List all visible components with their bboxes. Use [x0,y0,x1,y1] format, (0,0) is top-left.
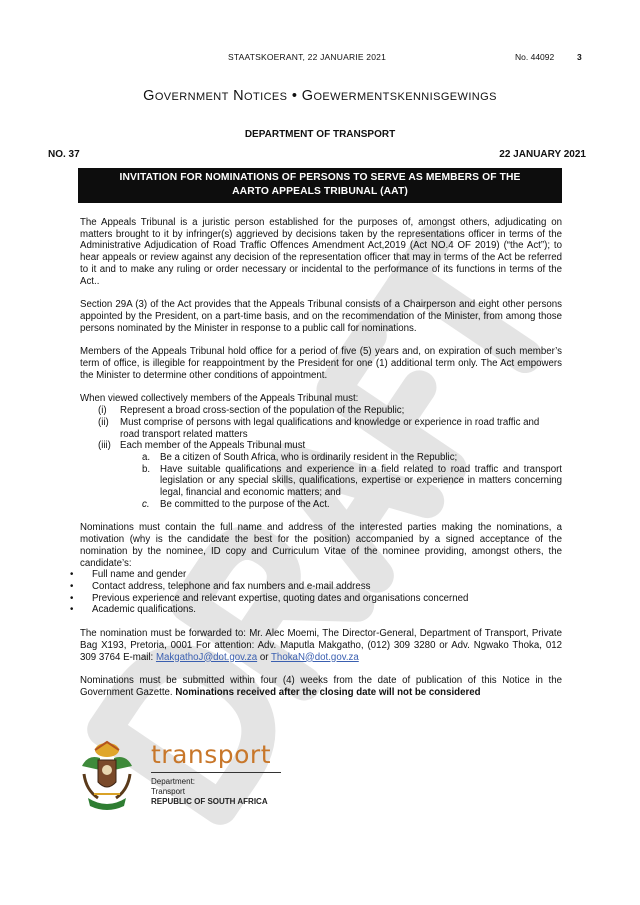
forwarding-text: The nomination must be forwarded to: Mr. Alec Moemi, The Director-General, Department of Transport, Private Bag X193, Pretoria, 0001 For attention: Adv. Maputla Makgatho, (012) 309 3280 or Adv. Ngwako Thoka, 012 309 3764 E-mail: [80,628,562,663]
list-item-text: Be committed to the purpose of the Act. [160,498,330,510]
bullet-dot: • [70,580,74,592]
transport-brand: transport [151,740,272,769]
bullet-dot: • [70,569,74,581]
heading-rest-3: OEWERMENTSKENNISGEWINGS [313,91,497,103]
list-item-text: Must comprise of persons with legal qualifications and knowledge or experience in road traffic and road transport related matters [120,416,540,440]
bullet-item [70,581,562,593]
bullet-item [70,604,562,616]
list-item [80,464,562,499]
paragraph-deadline [80,675,562,698]
brand-department-name: Transport [151,787,185,796]
paragraph-section-29a: Section 29A (3) of the Act provides that the Appeals Tribunal consists of a Chairperson and eight other persons appointed by the President, on a part-time basis, and on the recommendation of the Minister, from among those persons nominated by the Minister in response to a public call for nominations. [80,299,562,334]
paragraph-forwarding-address [80,628,562,663]
list-item-letter: a. [142,451,151,463]
deadline-warning: Nominations received after the closing date will not be considered [175,686,481,698]
list-item-text: Each member of the Appeals Tribunal must [120,440,306,452]
list-item-number: (i) [98,405,107,417]
bullet-text: Academic qualifications. [92,604,196,616]
section-heading [0,88,640,104]
list-item [80,452,562,464]
list-item-text: Be a citizen of South Africa, who is ordinarily resident in the Republic; [160,451,458,463]
candidate-details-list [70,569,562,616]
list-item [80,440,562,452]
bullet-text: Full name and gender [92,569,187,581]
page-number: 3 [577,52,582,62]
coat-of-arms-icon [78,740,136,814]
heading-rest-2: OTICES [244,91,288,103]
list-item-text: Represent a broad cross-section of the population of the Republic; [120,405,405,417]
list-item [80,405,562,417]
notice-body [70,217,562,699]
heading-cap-2: N [233,88,245,104]
brand-country: REPUBLIC OF SOUTH AFRICA [151,797,268,806]
heading-separator: • [287,88,302,104]
paragraph-term-of-office: Members of the Appeals Tribunal hold office for a period of five (5) years and, on expiration of such member’s term of office, is illegible for reappointment by the President for one (1) additional term only. The Act empowers the Minister to determine other conditions of appointment. [80,346,562,381]
heading-rest-1: OVERNMENT [154,91,229,103]
or-word: or [259,651,269,663]
bullet-text: Previous experience and relevant expertise, quoting dates and organisations concerned [92,592,469,604]
list-item-text: Have suitable qualifications and experience in a field related to road traffic and transport legislation or any special skills, qualifications, expertise or experience in matters concerning legal, financial and economic matters; and [160,463,562,499]
notice-title-line-1: INVITATION FOR NOMINATIONS OF PERSONS TO SERVE AS MEMBERS OF THE [119,172,521,183]
member-requirements-list [80,452,562,511]
department-logo [78,740,298,820]
heading-cap-1: G [143,88,155,104]
notice-date: 22 JANUARY 2021 [499,149,586,160]
bullet-item [70,569,562,581]
list-item-letter: b. [142,463,151,475]
brand-divider [151,772,281,773]
list-item-letter: c. [142,498,150,510]
bullet-text: Contact address, telephone and fax numbers and e-mail address [92,580,371,592]
deadline-text: Nominations must be submitted within four (4) weeks from the date of publication of this Notice in the Government Gazette. [80,675,562,698]
notice-number: NO. 37 [48,149,80,160]
list-item-number: (iii) [98,440,111,452]
department-name: DEPARTMENT OF TRANSPORT [244,129,396,140]
notice-title [78,168,562,203]
paragraph-nomination-contents: Nominations must contain the full name and address of the interested parties making the nominations, a motivation (why is the candidate the best for the position) accompanied by a signed acceptance of the nomination by the nominee, ID copy and Curriculum Vitae of the nominee providing, amongst others, the candidate’s: [80,522,562,569]
list-item [80,499,562,511]
gazette-header [0,52,640,66]
gazette-number: No. 44092 [515,52,555,62]
paragraph-appeals-tribunal: The Appeals Tribunal is a juristic person established for the purposes of, amongst others, adjudicating on matters brought to it by infringer(s) aggrieved by decisions taken by the representations officer in terms of the Administrative Adjudication of Road Traffic Offences Amendment Act,2019 (Act NO.4 OF 2019) (“the Act”); to hear appeals or review against any decision of the representation officer that may in terms of the Act be referred to it and to make any ruling or order necessary or incidental to the performance of its functions in terms of the Act.. [80,217,562,287]
notice-title-line-2: AARTO APPEALS TRIBUNAL (AAT) [232,186,408,197]
list-intro: When viewed collectively members of the Appeals Tribunal must: [80,393,359,405]
list-item [80,417,562,440]
brand-department-label: Department: [151,777,196,786]
heading-cap-3: G [301,88,314,104]
list-item-number: (ii) [98,416,109,428]
bullet-item [70,593,562,605]
email-link-makgatho[interactable]: MakgathoJ@dot.gov.za [155,651,258,663]
requirements-list [80,405,562,452]
gazette-title: STAATSKOERANT, 22 JANUARIE 2021 [228,52,386,62]
bullet-dot: • [70,592,74,604]
email-link-thoka[interactable]: ThokaN@dot.gov.za [271,651,359,663]
bullet-dot: • [70,604,74,616]
